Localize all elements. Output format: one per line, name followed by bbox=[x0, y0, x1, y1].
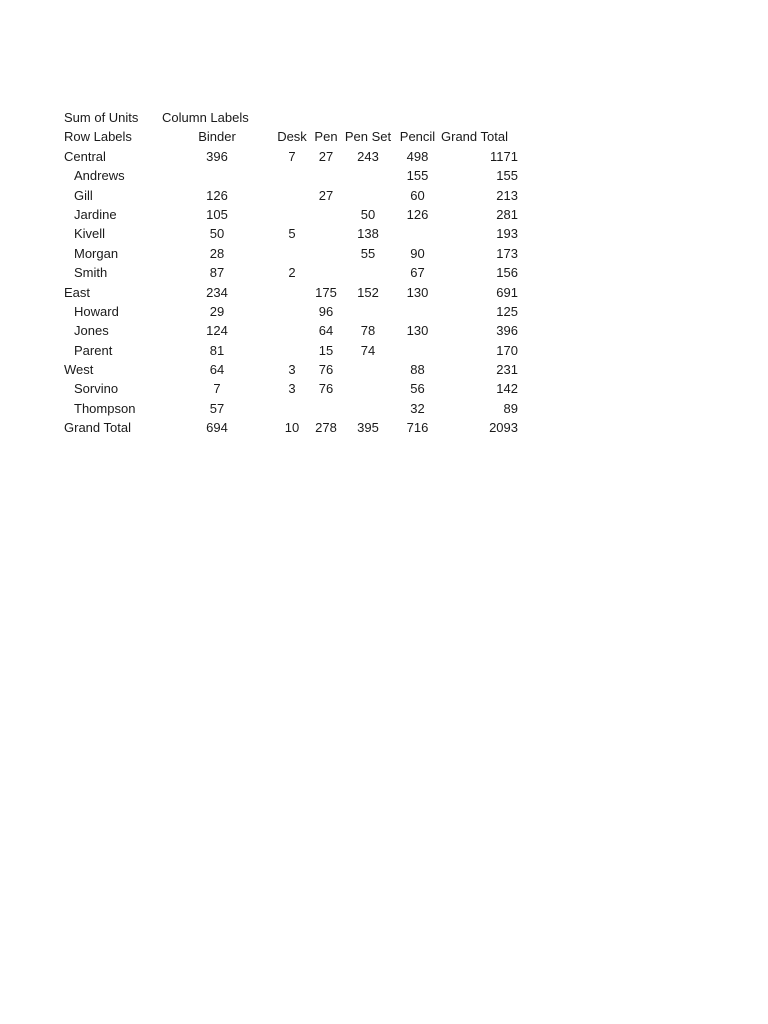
cell-binder[interactable]: 7 bbox=[213, 381, 221, 397]
region-label[interactable]: East bbox=[64, 284, 91, 300]
pivot-header-row-1 bbox=[64, 108, 524, 127]
cell-pen-set[interactable]: 243 bbox=[357, 148, 379, 164]
salesperson-row bbox=[64, 321, 524, 340]
cell-binder[interactable]: 396 bbox=[206, 148, 228, 164]
region-row bbox=[64, 147, 524, 166]
cell-binder[interactable]: 126 bbox=[206, 187, 228, 203]
cell-binder[interactable]: 57 bbox=[209, 400, 225, 416]
salesperson-row bbox=[64, 244, 524, 263]
cell-grand-total[interactable]: 1171 bbox=[490, 148, 518, 164]
cell-pen[interactable]: 27 bbox=[318, 187, 334, 203]
salesperson-row bbox=[64, 186, 524, 205]
cell-desk[interactable]: 2 bbox=[288, 265, 296, 281]
cell-pencil[interactable]: 155 bbox=[406, 168, 429, 184]
salesperson-label[interactable]: Sorvino bbox=[74, 381, 119, 397]
cell-pencil[interactable]: 60 bbox=[410, 187, 425, 203]
row-labels-caption[interactable]: Row Labels bbox=[64, 129, 132, 145]
cell-pencil[interactable]: 88 bbox=[410, 362, 425, 378]
cell-pencil[interactable]: 32 bbox=[410, 400, 425, 416]
salesperson-label[interactable]: Kivell bbox=[74, 226, 106, 242]
cell-grand-total[interactable]: 173 bbox=[496, 245, 518, 261]
salesperson-label[interactable]: Smith bbox=[74, 265, 108, 281]
cell-pen-set[interactable]: 74 bbox=[360, 342, 376, 358]
cell-desk[interactable]: 3 bbox=[288, 381, 296, 397]
salesperson-row bbox=[64, 166, 524, 185]
cell-binder[interactable]: 124 bbox=[206, 323, 228, 339]
cell-desk[interactable]: 5 bbox=[288, 226, 296, 242]
cell-pen[interactable]: 278 bbox=[315, 420, 337, 436]
cell-pen[interactable]: 64 bbox=[318, 323, 334, 339]
cell-binder[interactable]: 87 bbox=[209, 265, 225, 281]
cell-pencil[interactable]: 130 bbox=[406, 284, 429, 300]
cell-binder[interactable]: 694 bbox=[206, 420, 228, 436]
cell-pen[interactable]: 175 bbox=[315, 284, 337, 300]
region-row bbox=[64, 283, 524, 302]
column-header-grand-total[interactable]: Grand Total bbox=[441, 129, 508, 145]
cell-grand-total[interactable]: 155 bbox=[496, 168, 518, 184]
cell-pencil[interactable]: 498 bbox=[406, 148, 429, 164]
cell-pencil[interactable]: 56 bbox=[410, 381, 425, 397]
salesperson-row bbox=[64, 263, 524, 282]
pivot-header-row-2 bbox=[64, 127, 524, 146]
salesperson-row bbox=[64, 399, 524, 418]
cell-pen-set[interactable]: 78 bbox=[360, 323, 376, 339]
salesperson-row bbox=[64, 379, 524, 398]
salesperson-label[interactable]: Jardine bbox=[74, 206, 117, 222]
salesperson-label[interactable]: Thompson bbox=[74, 400, 136, 416]
cell-grand-total[interactable]: 89 bbox=[503, 400, 518, 416]
grand-total-label[interactable]: Grand Total bbox=[64, 420, 131, 436]
cell-pen[interactable]: 76 bbox=[318, 381, 334, 397]
cell-binder[interactable]: 64 bbox=[209, 362, 225, 378]
column-header-pen[interactable]: Pen bbox=[314, 129, 338, 145]
cell-pen[interactable]: 76 bbox=[318, 362, 334, 378]
cell-pen[interactable]: 27 bbox=[318, 148, 334, 164]
cell-pen-set[interactable]: 152 bbox=[357, 284, 379, 300]
column-header-pencil[interactable]: Pencil bbox=[399, 129, 436, 145]
cell-grand-total[interactable]: 213 bbox=[496, 187, 518, 203]
cell-desk[interactable]: 7 bbox=[288, 148, 296, 164]
cell-pencil[interactable]: 130 bbox=[406, 323, 429, 339]
cell-pencil[interactable]: 126 bbox=[406, 206, 429, 222]
cell-pencil[interactable]: 90 bbox=[410, 245, 425, 261]
region-label[interactable]: Central bbox=[64, 148, 106, 164]
cell-binder[interactable]: 28 bbox=[209, 245, 225, 261]
cell-grand-total[interactable]: 142 bbox=[496, 381, 518, 397]
salesperson-row bbox=[64, 205, 524, 224]
cell-grand-total[interactable]: 170 bbox=[496, 342, 518, 358]
salesperson-label[interactable]: Gill bbox=[74, 187, 93, 203]
cell-pencil[interactable]: 716 bbox=[406, 420, 429, 436]
column-header-desk[interactable]: Desk bbox=[277, 129, 307, 145]
pivot-table bbox=[64, 108, 524, 438]
salesperson-label[interactable]: Andrews bbox=[74, 168, 125, 184]
value-field-caption[interactable]: Sum of Units bbox=[64, 110, 139, 125]
salesperson-label[interactable]: Morgan bbox=[74, 245, 119, 261]
salesperson-label[interactable]: Jones bbox=[74, 323, 109, 339]
cell-pen-set[interactable]: 55 bbox=[360, 245, 376, 261]
cell-grand-total[interactable]: 281 bbox=[496, 206, 518, 222]
salesperson-row bbox=[64, 341, 524, 360]
cell-binder[interactable]: 81 bbox=[209, 342, 225, 358]
cell-binder[interactable]: 50 bbox=[209, 226, 225, 242]
region-label[interactable]: West bbox=[64, 362, 94, 378]
cell-desk[interactable]: 10 bbox=[284, 420, 300, 436]
cell-binder[interactable]: 29 bbox=[209, 303, 225, 319]
cell-grand-total[interactable]: 125 bbox=[496, 303, 518, 319]
cell-binder[interactable]: 234 bbox=[206, 284, 228, 300]
salesperson-row bbox=[64, 302, 524, 321]
column-header-binder[interactable]: Binder bbox=[198, 129, 236, 145]
salesperson-row bbox=[64, 224, 524, 243]
salesperson-label[interactable]: Howard bbox=[74, 303, 119, 319]
cell-pen[interactable]: 96 bbox=[318, 303, 334, 319]
cell-grand-total[interactable]: 156 bbox=[496, 265, 518, 281]
cell-pen-set[interactable]: 138 bbox=[357, 226, 379, 242]
cell-pen-set[interactable]: 395 bbox=[357, 420, 379, 436]
cell-pen[interactable]: 15 bbox=[318, 342, 334, 358]
column-labels-caption[interactable]: Column Labels bbox=[162, 110, 249, 125]
cell-pen-set[interactable]: 50 bbox=[360, 206, 376, 222]
region-row bbox=[64, 360, 524, 379]
cell-binder[interactable]: 105 bbox=[206, 206, 228, 222]
pivot-body bbox=[64, 147, 524, 418]
cell-desk[interactable]: 3 bbox=[288, 362, 296, 378]
cell-pencil[interactable]: 67 bbox=[410, 265, 425, 281]
cell-grand-total[interactable]: 193 bbox=[496, 226, 518, 242]
salesperson-label[interactable]: Parent bbox=[74, 342, 113, 358]
column-header-pen-set[interactable]: Pen Set bbox=[344, 129, 392, 145]
grand-total-row bbox=[64, 418, 524, 437]
cell-grand-total[interactable]: 2093 bbox=[489, 420, 518, 436]
cell-grand-total[interactable]: 231 bbox=[496, 362, 518, 378]
cell-grand-total[interactable]: 396 bbox=[496, 323, 518, 339]
cell-grand-total[interactable]: 691 bbox=[496, 284, 518, 300]
